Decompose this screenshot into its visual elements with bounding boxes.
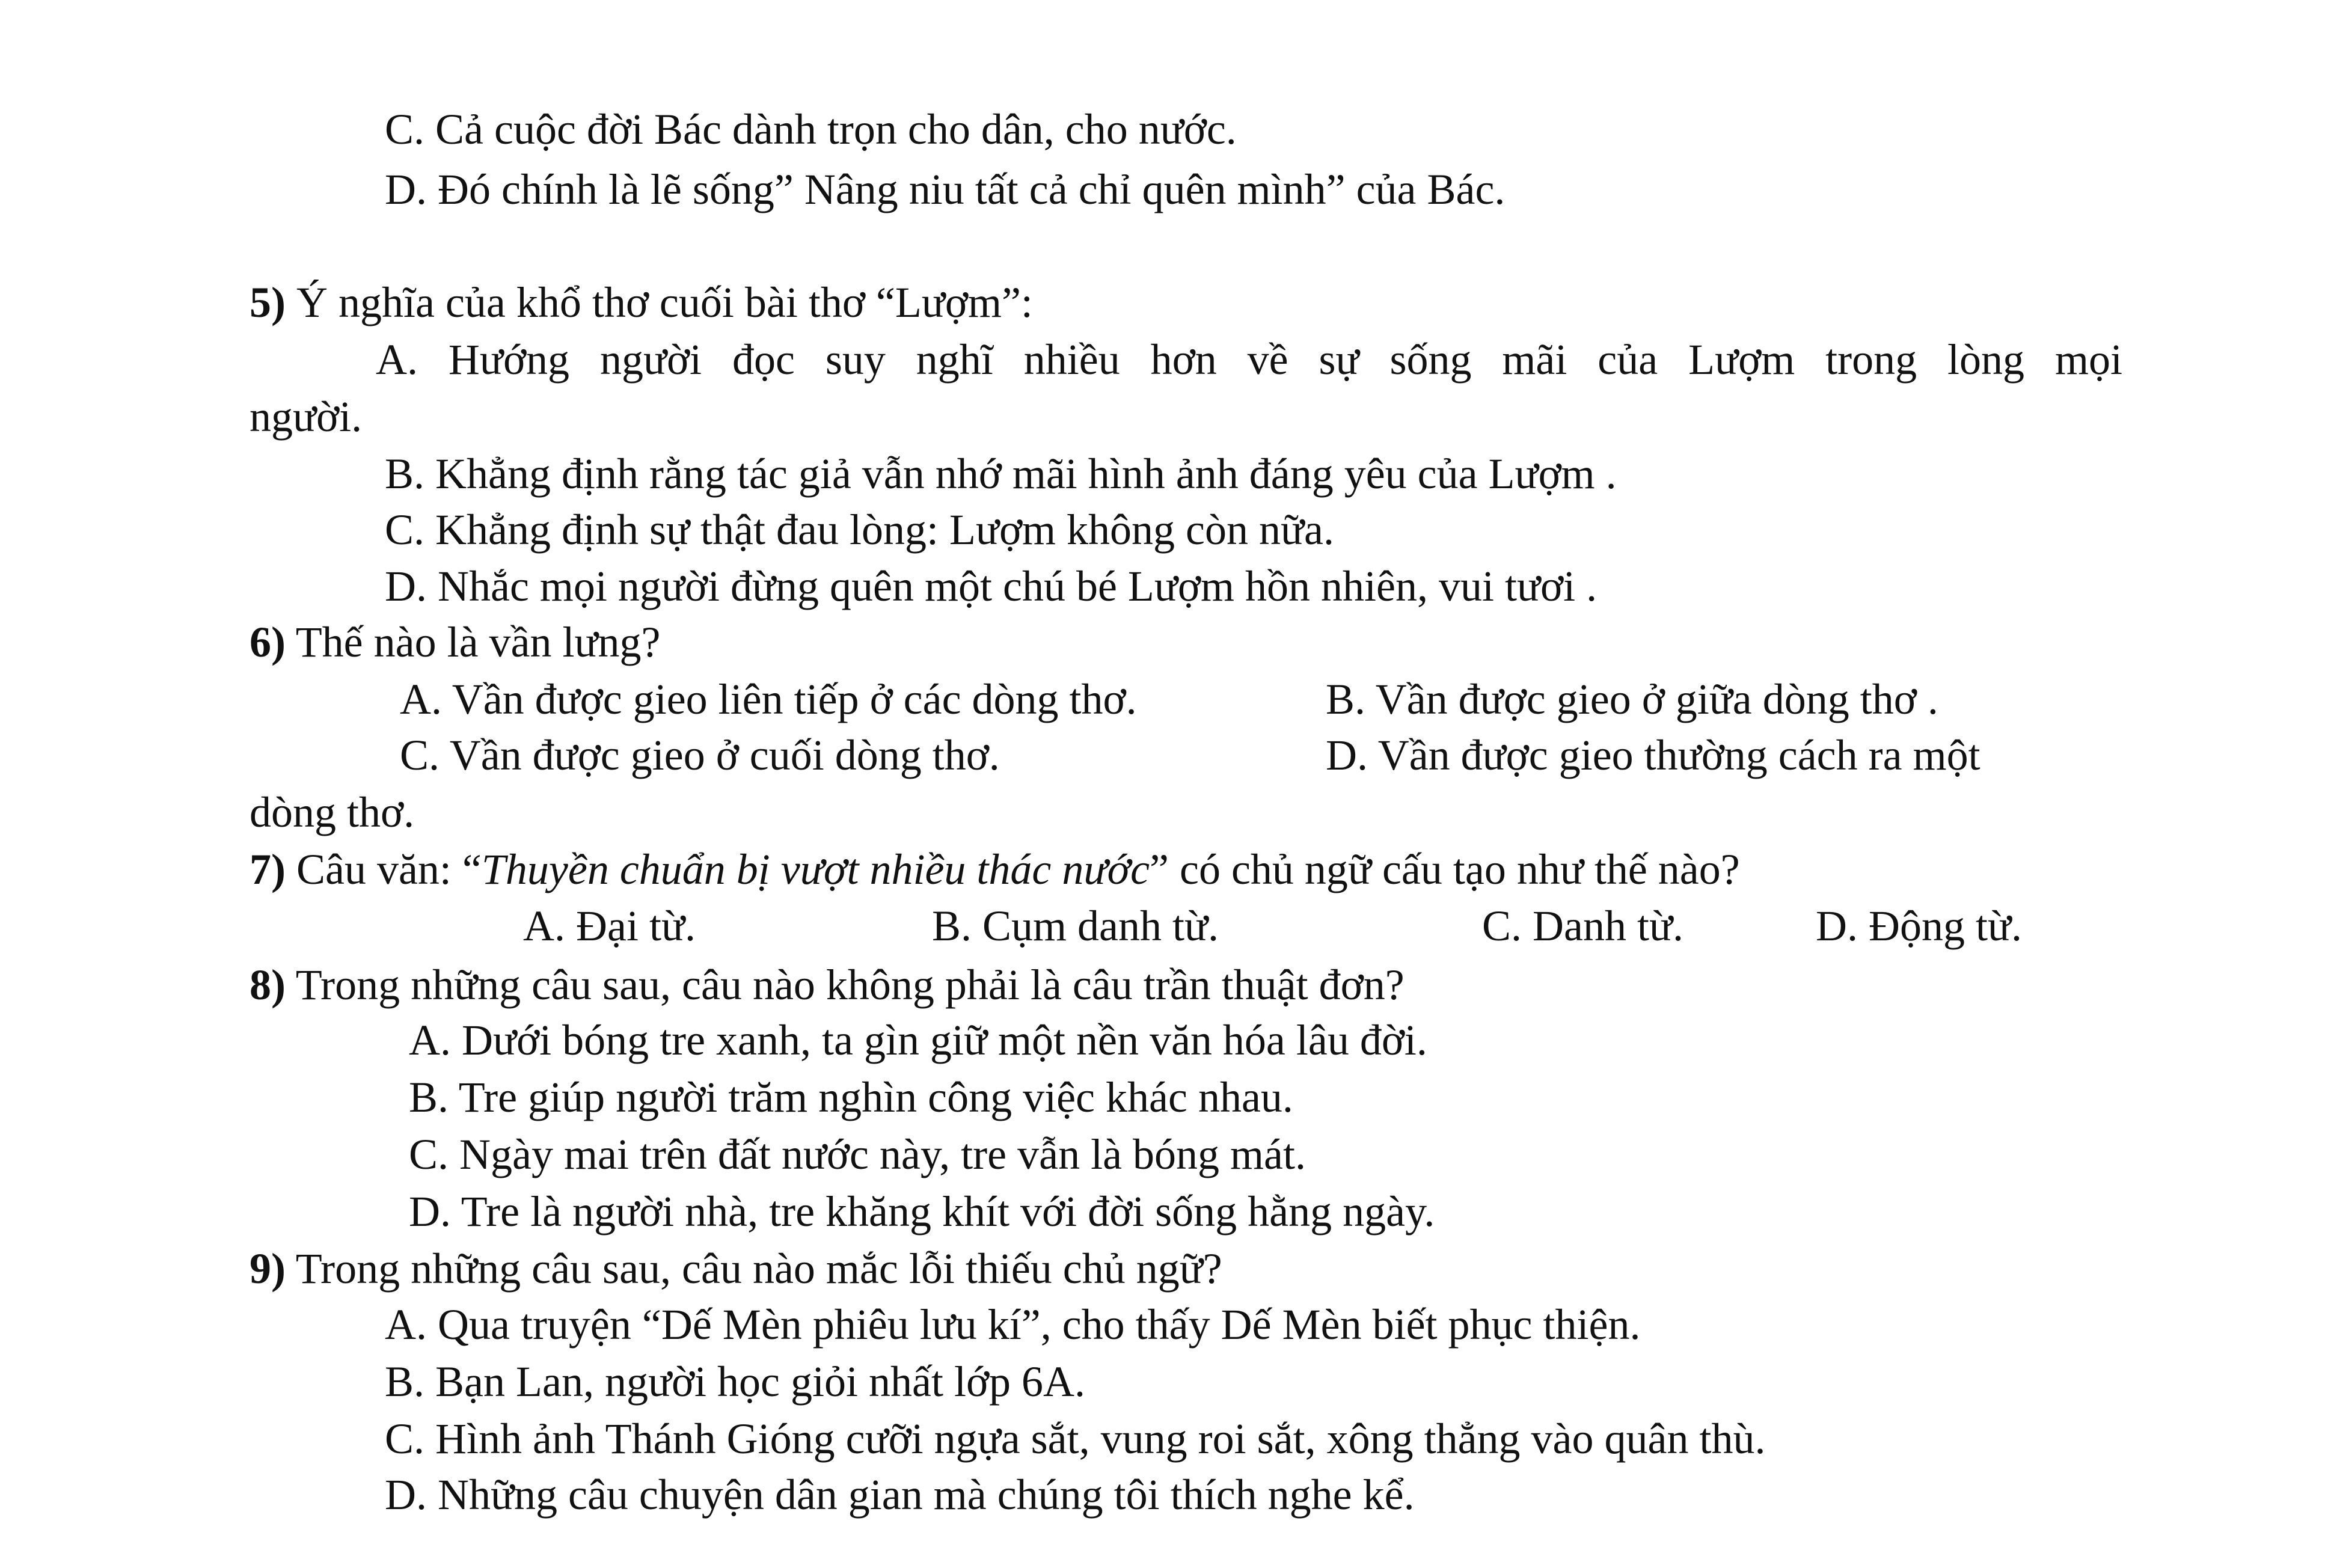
q5-option-a-line2: người. xyxy=(250,393,363,441)
q9-text: Trong những câu sau, câu nào mắc lỗi thiếu chủ ngữ? xyxy=(295,1245,1222,1293)
q9-option-a: A. Qua truyện “Dế Mèn phiêu lưu kí”, cho thấy Dế Mèn biết phục thiện. xyxy=(385,1300,1641,1349)
q4-option-d: D. Đó chính là lẽ sống” Nâng niu tất cả chỉ quên mình” của Bác. xyxy=(385,165,1506,213)
q5-option-d: D. Nhắc mọi người đừng quên một chú bé Lượm hồn nhiên, vui tươi . xyxy=(385,562,1597,610)
q9-option-d: D. Những câu chuyện dân gian mà chúng tôi thích nghe kể. xyxy=(385,1471,1415,1519)
q7-option-d: D. Động từ. xyxy=(1816,902,2023,950)
q8-number: 8) xyxy=(250,961,286,1009)
q6-option-d-line1: D. Vần được gieo thường cách ra một xyxy=(1326,731,1980,779)
q9-option-c: C. Hình ảnh Thánh Gióng cưỡi ngựa sắt, vung roi sắt, xông thẳng vào quân thù. xyxy=(385,1415,1766,1463)
q7-option-c: C. Danh từ. xyxy=(1482,902,1684,950)
q7-question xyxy=(250,844,1740,895)
q5-text: Ý nghĩa của khổ thơ cuối bài thơ “Lượm”: xyxy=(296,278,1033,326)
q7-option-b: B. Cụm danh từ. xyxy=(932,902,1219,950)
q5-number: 5) xyxy=(250,278,286,326)
q8-question xyxy=(250,959,1404,1011)
q8-option-b: B. Tre giúp người trăm nghìn công việc khác nhau. xyxy=(409,1073,1293,1121)
q9-number: 9) xyxy=(250,1245,286,1293)
q6-option-b: B. Vần được gieo ở giữa dòng thơ . xyxy=(1326,675,1938,723)
q6-number: 6) xyxy=(250,618,286,666)
q6-option-c: C. Vần được gieo ở cuối dòng thơ. xyxy=(400,731,1000,779)
q8-option-c: C. Ngày mai trên đất nước này, tre vẫn là bóng mát. xyxy=(409,1130,1306,1178)
q7-number: 7) xyxy=(250,845,286,893)
q8-option-d: D. Tre là người nhà, tre khăng khít với đời sống hằng ngày. xyxy=(409,1187,1435,1236)
q5-option-b: B. Khẳng định rằng tác giả vẫn nhớ mãi hình ảnh đáng yêu của Lượm . xyxy=(385,450,1617,498)
q6-option-a: A. Vần được gieo liên tiếp ở các dòng thơ. xyxy=(400,675,1137,723)
q7-text-italic: Thuyền chuẩn bị vượt nhiều thác nước xyxy=(481,845,1150,893)
q7-text-post: ” có chủ ngữ cấu tạo như thế nào? xyxy=(1150,845,1740,893)
q7-option-a: A. Đại từ. xyxy=(523,902,696,950)
q5-question xyxy=(250,277,1033,328)
q8-option-a: A. Dưới bóng tre xanh, ta gìn giữ một nền văn hóa lâu đời. xyxy=(409,1016,1427,1064)
q6-text: Thế nào là vần lưng? xyxy=(295,618,661,666)
q7-text-pre: Câu văn: “ xyxy=(296,845,482,893)
q9-option-b: B. Bạn Lan, người học giỏi nhất lớp 6A. xyxy=(385,1358,1086,1406)
q6-option-d-line2: dòng thơ. xyxy=(250,788,415,836)
q4-option-c: C. Cả cuộc đời Bác dành trọn cho dân, cho nước. xyxy=(385,105,1237,153)
q6-question xyxy=(250,616,660,668)
q9-question xyxy=(250,1243,1222,1294)
q5-option-a-line1: A. Hướng người đọc suy nghĩ nhiều hơn về sự sống mãi của Lượm trong lòng mọi xyxy=(376,335,2122,384)
q8-text: Trong những câu sau, câu nào không phải là câu trần thuật đơn? xyxy=(295,961,1404,1009)
q5-option-c: C. Khẳng định sự thật đau lòng: Lượm không còn nữa. xyxy=(385,506,1334,554)
